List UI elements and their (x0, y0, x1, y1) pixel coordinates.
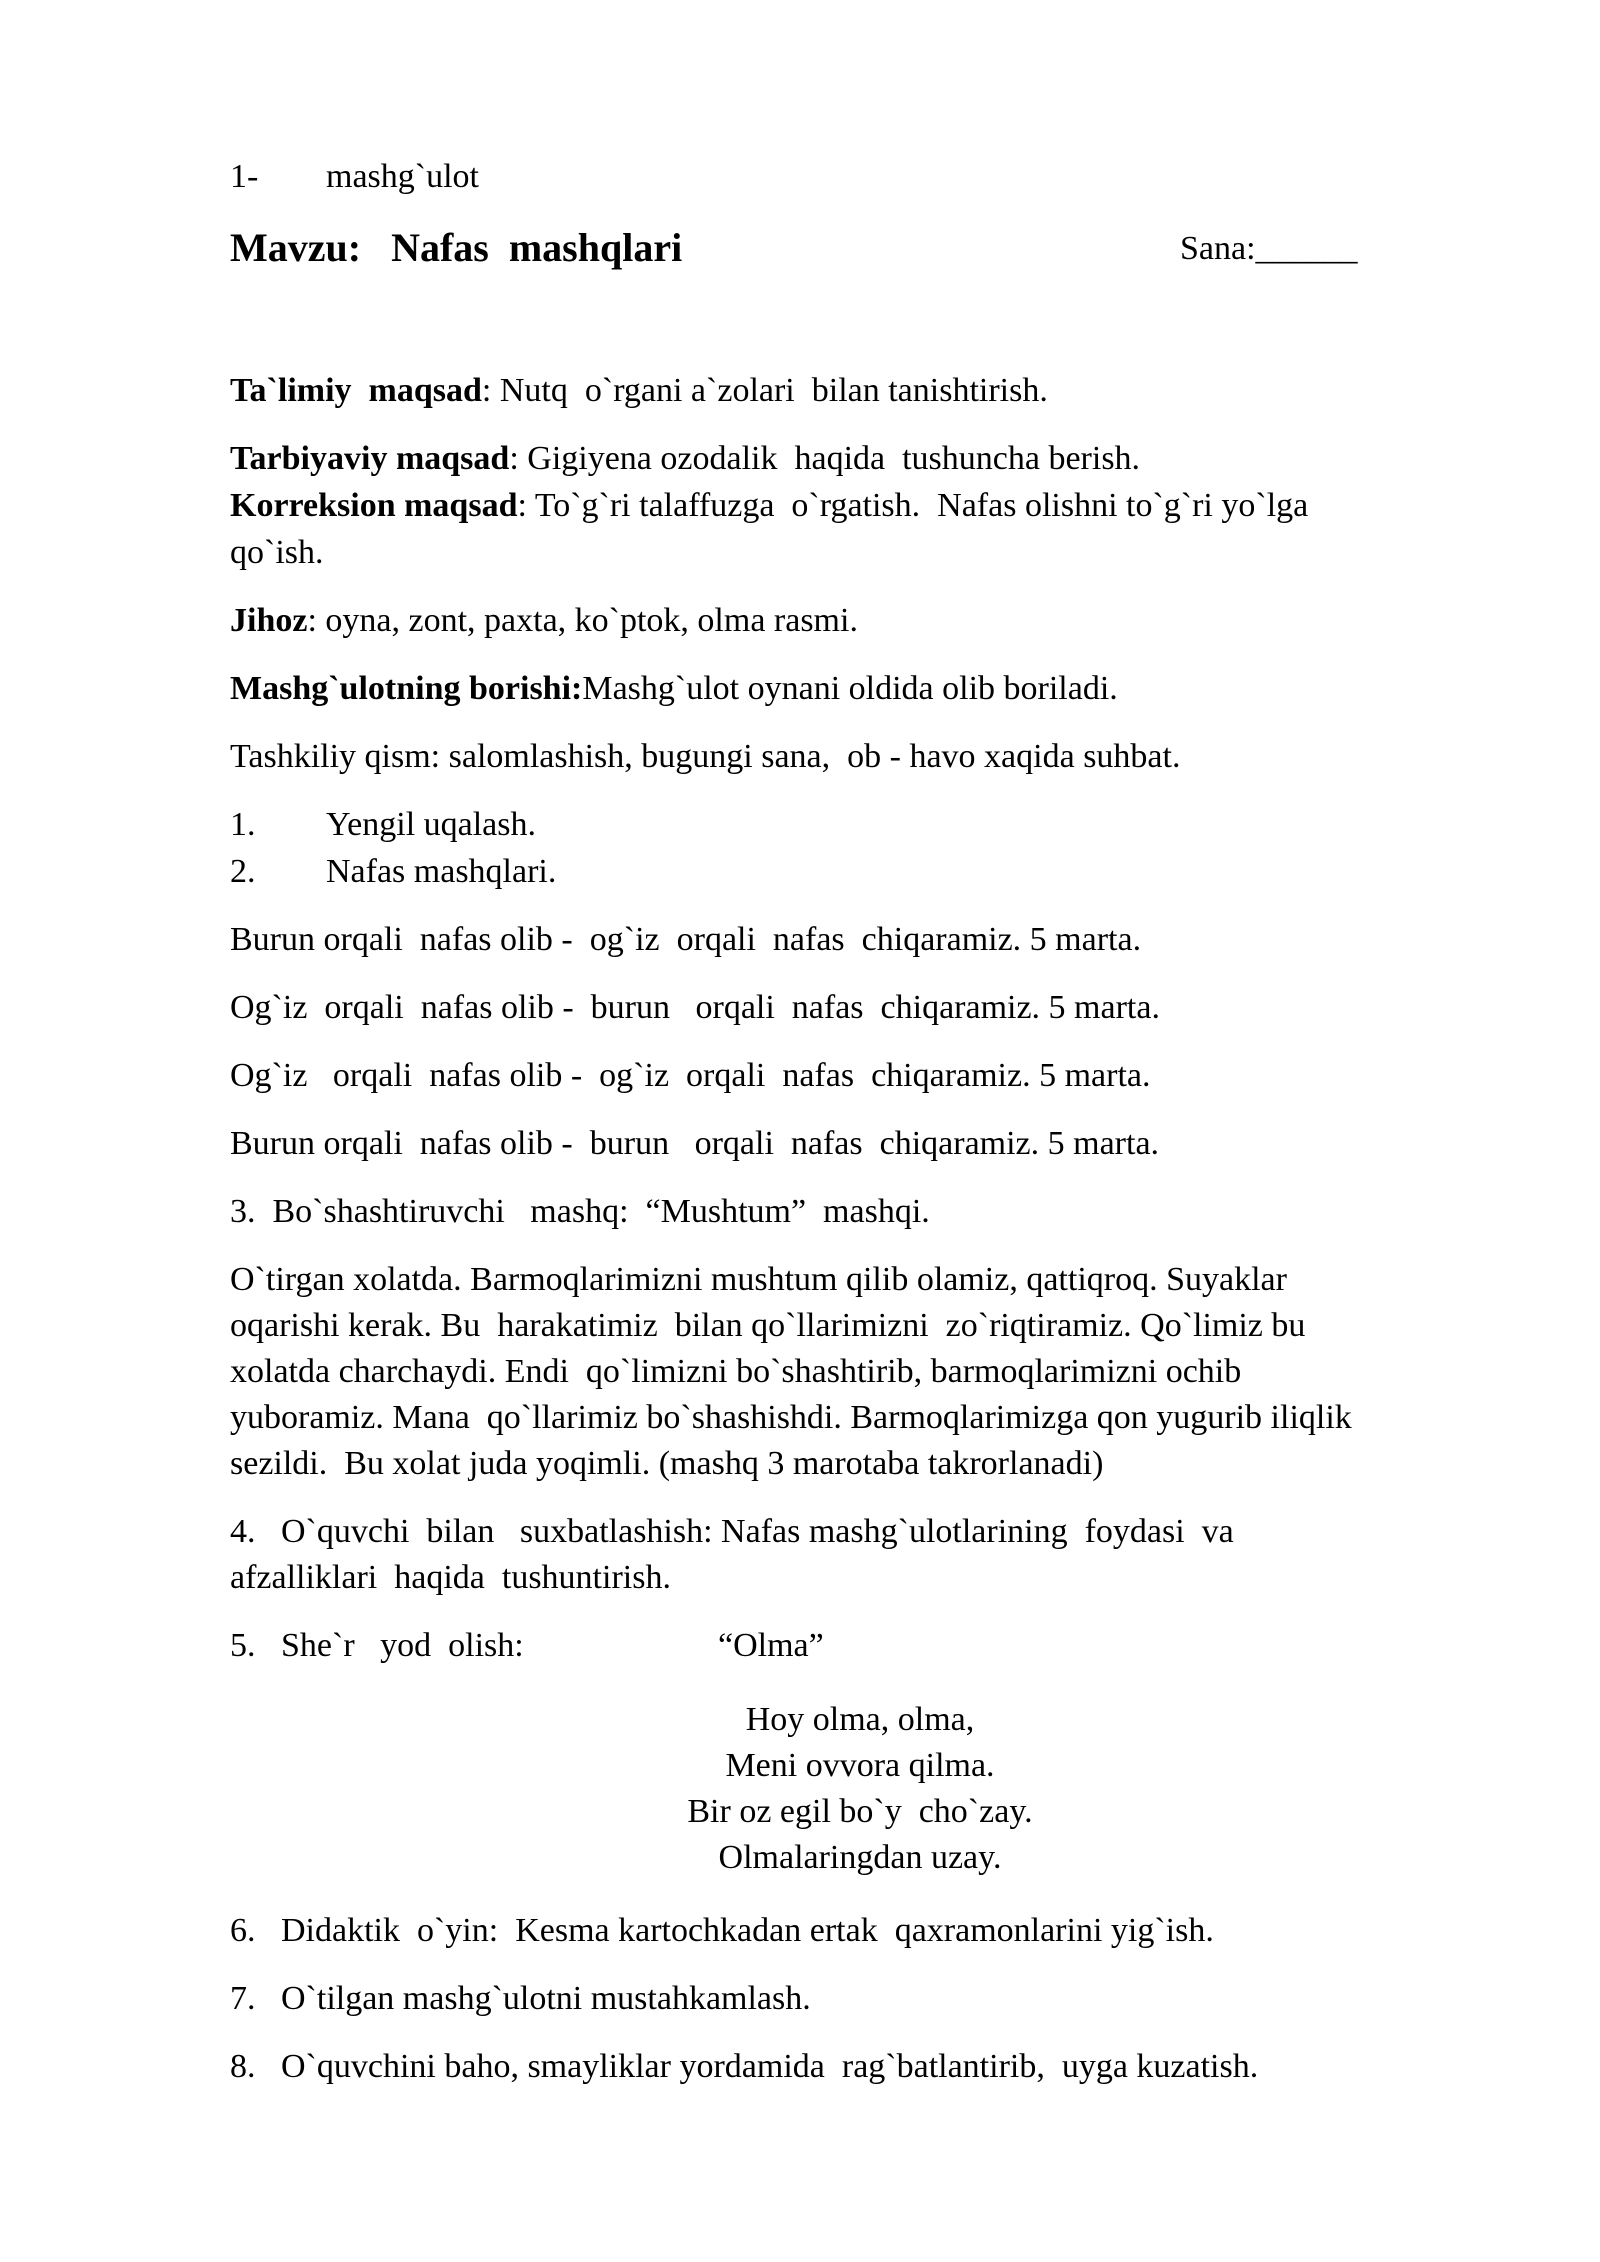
lesson-process-label: Mashg`ulotning borishi: (230, 670, 583, 707)
correction-goal (230, 483, 1308, 529)
page-title: Mavzu: Nafas mashqlari (230, 225, 683, 270)
list-item-4: 4. O`quvchi bilan suxbatlashish: Nafas mashg`ulotlarining foydasi va (230, 1513, 1234, 1550)
lesson-process (230, 666, 1118, 712)
poem-title: “Olma” (718, 1627, 824, 1664)
correction-goal-label: Korreksion maqsad (230, 487, 518, 524)
list-item-3: 3. Bo`shashtiruvchi mashq: “Mushtum” mashqi. (230, 1193, 930, 1230)
list-item-4-continued: afzalliklari haqida tushuntirish. (230, 1559, 671, 1596)
educational-goal (230, 368, 1048, 414)
upbringing-goal-label: Tarbiyaviy maqsad (230, 440, 510, 477)
poem-line: Olmalaringdan uzay. (718, 1839, 1002, 1876)
equipment-text: : oyna, zont, paxta, ko`ptok, olma rasmi. (307, 602, 858, 639)
educational-goal-text: : Nutq o`rgani a`zolari bilan tanishtirish. (481, 372, 1048, 409)
list-item-text: Nafas mashqlari. (326, 853, 557, 890)
paragraph-line: yuboramiz. Mana qo`llarimiz bo`shashishdi. Barmoqlarimizga qon yugurib iliqlik (230, 1399, 1352, 1436)
paragraph-line: oqarishi kerak. Bu harakatimiz bilan qo`llarimizni zo`riqtiramiz. Qo`limiz bu (230, 1307, 1306, 1344)
poem-line: Bir oz egil bo`y cho`zay. (687, 1793, 1033, 1830)
paragraph-line: xolatda charchaydi. Endi qo`limizni bo`shashtirib, barmoqlarimizni ochib (230, 1353, 1242, 1390)
correction-goal-continued: qo`ish. (230, 534, 324, 571)
list-item-number: 1. (230, 806, 256, 843)
poem-line: Hoy olma, olma, (745, 1701, 975, 1738)
breathing-line: Og`iz orqali nafas olib - burun orqali nafas chiqaramiz. 5 marta. (230, 989, 1160, 1026)
organizational-part: Tashkiliy qism: salomlashish, bugungi sana, ob - havo xaqida suhbat. (230, 738, 1181, 775)
breathing-line: Burun orqali nafas olib - burun orqali nafas chiqaramiz. 5 marta. (230, 1125, 1160, 1162)
lesson-label: mashg`ulot (326, 158, 479, 195)
list-item-7: 7. O`tilgan mashg`ulotni mustahkamlash. (230, 1980, 811, 2017)
paragraph-line: O`tirgan xolatda. Barmoqlarimizni mushtum qilib olamiz, qattiqroq. Suyaklar (230, 1261, 1287, 1298)
correction-goal-text: : To`g`ri talaffuzga o`rgatish. Nafas olishni to`g`ri yo`lga (517, 487, 1309, 524)
paragraph-line: sezildi. Bu xolat juda yoqimli. (mashq 3 marotaba takrorlanadi) (230, 1445, 1104, 1482)
educational-goal-label: Ta`limiy maqsad (230, 372, 482, 409)
upbringing-goal-text: : Gigiyena ozodalik haqida tushuncha berish. (509, 440, 1141, 477)
list-item-6: 6. Didaktik o`yin: Kesma kartochkadan ertak qaxramonlarini yig`ish. (230, 1912, 1214, 1949)
list-item-number: 2. (230, 853, 256, 890)
equipment-label: Jihoz (230, 602, 308, 639)
equipment (230, 598, 858, 644)
lesson-process-text: Mashg`ulot oynani oldida olib boriladi. (582, 670, 1118, 707)
lesson-number: 1- (230, 158, 259, 195)
list-item-text: Yengil uqalash. (326, 806, 536, 843)
poem-line: Meni ovvora qilma. (725, 1747, 995, 1784)
list-item-8: 8. O`quvchini baho, smayliklar yordamida rag`batlantirib, uyga kuzatish. (230, 2048, 1259, 2085)
breathing-line: Og`iz orqali nafas olib - og`iz orqali nafas chiqaramiz. 5 marta. (230, 1057, 1151, 1094)
list-item-5: 5. She`r yod olish: (230, 1627, 524, 1664)
breathing-line: Burun orqali nafas olib - og`iz orqali nafas chiqaramiz. 5 marta. (230, 921, 1142, 958)
date-field: Sana:______ (1180, 230, 1358, 267)
upbringing-goal (230, 436, 1140, 482)
